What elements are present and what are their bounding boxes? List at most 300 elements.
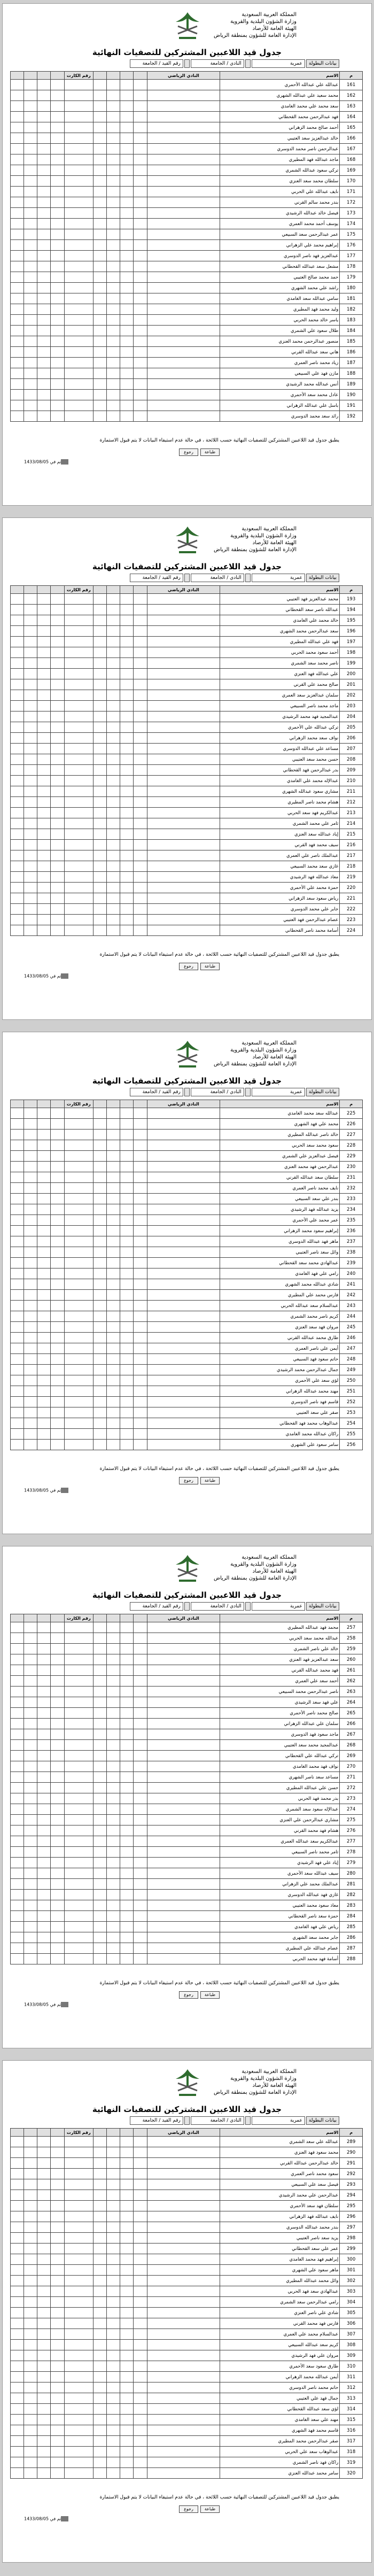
digit-cell (24, 1247, 37, 1258)
digit-cell (94, 229, 107, 240)
digit-cell (120, 261, 134, 272)
digit-cell (51, 400, 64, 411)
digit-cell (37, 2382, 51, 2393)
meta-cell (184, 1088, 190, 1096)
player-name: معاذ سعود محمد العتيبي (220, 1900, 340, 1911)
digit-cell (94, 208, 107, 219)
digit-cell (94, 2222, 107, 2233)
digit-cell (11, 1333, 24, 1343)
digit-cell (64, 2233, 94, 2244)
player-name: مازن فهد علي السبيعي (220, 368, 340, 379)
back-button[interactable]: رجوع (179, 448, 198, 456)
club-cell (147, 904, 220, 915)
table-header-row (11, 586, 363, 594)
print-button[interactable]: طباعة (200, 1477, 220, 1484)
digit-cell (107, 2308, 120, 2318)
digit-cell (24, 229, 37, 240)
digit-cell (64, 797, 94, 808)
digit-cell (120, 1793, 134, 1804)
player-name: إبراهيم فهد محمد الغامدي (220, 2254, 340, 2265)
digit-cell (94, 1204, 107, 1215)
digit-cell (107, 1708, 120, 1719)
table-row (11, 669, 363, 679)
digit-cell (37, 133, 51, 144)
digit-cell (11, 261, 24, 272)
digit-cell (51, 1151, 64, 1162)
digit-cell (94, 893, 107, 904)
digit-cell (37, 358, 51, 368)
club-cell (147, 1719, 220, 1729)
club-cell (147, 326, 220, 336)
table-row (11, 1719, 363, 1729)
digit-cell (11, 1311, 24, 1322)
digit-cell (120, 1858, 134, 1868)
digit-cell (64, 272, 94, 283)
digit-cell (107, 1740, 120, 1751)
row-number: 268 (340, 1740, 363, 1751)
player-name: أسامة محمد ناصر القحطاني (220, 925, 340, 936)
digit-cell (37, 2254, 51, 2265)
digit-cell (64, 1311, 94, 1322)
digit-cell (64, 2201, 94, 2211)
digit-cell (24, 368, 37, 379)
digit-cell (51, 1804, 64, 1815)
digit-cell (134, 2201, 147, 2211)
digit-cell (94, 2233, 107, 2244)
player-name: إياد عبدالله سعد العنزي (220, 829, 340, 840)
club-cell (147, 2447, 220, 2457)
digit-cell (37, 2233, 51, 2244)
digit-cell (11, 347, 24, 358)
digit-cell (134, 90, 147, 101)
table-header-row (11, 1614, 363, 1622)
digit-cell (11, 411, 24, 422)
digit-cell (51, 2276, 64, 2286)
row-number: 284 (340, 1911, 363, 1922)
player-name: تركي عبدالله علي القحطاني (220, 1751, 340, 1761)
club-cell (147, 883, 220, 893)
player-name: أيمن علي ناصر العمري (220, 1343, 340, 1354)
digit-cell (11, 229, 24, 240)
club-cell (147, 925, 220, 936)
digit-cell (11, 1911, 24, 1922)
digit-cell (24, 1911, 37, 1922)
digit-cell (24, 2222, 37, 2233)
digit-cell (11, 2372, 24, 2382)
digit-cell (37, 1418, 51, 1429)
table-row (11, 1172, 363, 1183)
digit-cell (24, 358, 37, 368)
row-number: 291 (340, 2158, 363, 2169)
digit-cell (94, 1108, 107, 1119)
digit-cell (51, 1322, 64, 1333)
meta-cell (184, 1602, 190, 1611)
digit-cell (120, 744, 134, 754)
digit-cell (24, 390, 37, 400)
digit-cell (37, 1911, 51, 1922)
emblem-logo (168, 1553, 207, 1585)
digit-cell (24, 1301, 37, 1311)
digit-cell (37, 2169, 51, 2179)
digit-cell (37, 2329, 51, 2340)
player-name: ماجد عبدالله فهد المطيري (220, 154, 340, 165)
digit-cell (134, 690, 147, 701)
header-line: الإدارة العامة للشؤون بمنطقة الرياض (214, 547, 297, 553)
digit-cell (64, 2372, 94, 2382)
digit-cell (51, 165, 64, 176)
header-block (214, 525, 297, 553)
player-name: أنس عبدالله محمد الرشيدي (220, 379, 340, 390)
digit-cell (94, 2425, 107, 2436)
digit-cell (11, 1172, 24, 1183)
digit-cell (94, 1301, 107, 1311)
digit-cell (24, 2372, 37, 2382)
digit-cell (64, 2190, 94, 2201)
digit-cell (94, 2147, 107, 2158)
club-cell (147, 915, 220, 925)
digit-cell (94, 101, 107, 112)
digit-cell (107, 326, 120, 336)
digit-cell (37, 2372, 51, 2382)
digit-cell (37, 390, 51, 400)
form-page (2, 517, 372, 1020)
row-number: 213 (340, 808, 363, 818)
digit-cell (11, 647, 24, 658)
table-row (11, 2436, 363, 2447)
table-row (11, 1793, 363, 1804)
table-row (11, 283, 363, 293)
digit-cell (134, 744, 147, 754)
digit-cell (94, 1194, 107, 1204)
printer-icon[interactable] (61, 2516, 68, 2521)
digit-cell (51, 1236, 64, 1247)
club-cell (147, 701, 220, 711)
digit-cell (107, 358, 120, 368)
table-row (11, 1194, 363, 1204)
digit-cell (107, 208, 120, 219)
player-name: مهند علي سعد الغامدي (220, 2415, 340, 2425)
player-name: تركي سعود عبدالله الشمري (220, 165, 340, 176)
digit-cell (24, 808, 37, 818)
digit-cell (120, 390, 134, 400)
digit-cell (24, 872, 37, 883)
row-number: 222 (340, 904, 363, 915)
digit-cell (107, 2404, 120, 2415)
digit-cell (134, 326, 147, 336)
club-cell (147, 261, 220, 272)
index-header: م (340, 1614, 363, 1622)
digit-cell (134, 594, 147, 605)
club-cell (147, 1793, 220, 1804)
digit-cell (120, 272, 134, 283)
digit-cell (64, 1687, 94, 1697)
row-number: 264 (340, 1697, 363, 1708)
digit-cell (64, 1386, 94, 1397)
digit-cell (134, 1890, 147, 1900)
club-cell (147, 711, 220, 722)
digit-cell (94, 2404, 107, 2415)
digit-cell (11, 861, 24, 872)
digit-cell (51, 1162, 64, 1172)
digit-cell (134, 1429, 147, 1440)
digit-cell (120, 1130, 134, 1140)
print-button[interactable]: طباعة (200, 448, 220, 456)
printer-icon[interactable] (61, 459, 68, 465)
digit-cell (11, 2318, 24, 2329)
digit-cell (134, 411, 147, 422)
meta-cell: بيانات البطولة (306, 1602, 339, 1611)
digit-cell (37, 2425, 51, 2436)
meta-cell (245, 574, 251, 582)
digit-header (120, 1614, 134, 1622)
digit-cell (51, 1226, 64, 1236)
digit-cell (64, 1140, 94, 1151)
digit-cell (37, 1654, 51, 1665)
digit-cell (134, 904, 147, 915)
digit-cell (51, 2372, 64, 2382)
digit-cell (37, 1311, 51, 1322)
digit-cell (94, 1729, 107, 1740)
row-number: 270 (340, 1761, 363, 1772)
digit-cell (51, 1890, 64, 1900)
player-name: منصور عبدالرحمن محمد العنزي (220, 336, 340, 347)
digit-cell (11, 690, 24, 701)
printer-icon[interactable] (61, 973, 68, 979)
meta-cell: عمرية (252, 2116, 305, 2125)
player-name: مروان فهد سعد العنزي (220, 1322, 340, 1333)
digit-cell (11, 1665, 24, 1676)
meta-cell: رقم القيد / الجامعة (130, 574, 183, 582)
footer-note: يطبق جدول قيد اللاعبين المشتركين للتصفيات النهائية حسب اللائحة ، في حالة عدم استيفاء البيانات لا يتم قبول الاستمارة (99, 2495, 339, 2500)
digit-cell (51, 615, 64, 626)
table-row (11, 240, 363, 251)
digit-header (11, 586, 24, 594)
digit-cell (134, 229, 147, 240)
table-row (11, 2468, 363, 2479)
digit-cell (107, 1954, 120, 1964)
player-name: سعود محمد ناصر العمري (220, 2169, 340, 2179)
club-cell (147, 2254, 220, 2265)
digit-cell (64, 187, 94, 197)
digit-header (134, 72, 147, 80)
form-title: جدول قيد اللاعبين المشتركين للتصفيات النهائية (92, 1076, 282, 1086)
digit-cell (134, 722, 147, 733)
digit-header (107, 586, 120, 594)
digit-cell (107, 1172, 120, 1183)
player-name: بندر علي سعد السبيعي (220, 1194, 340, 1204)
digit-cell (64, 347, 94, 358)
digit-cell (94, 154, 107, 165)
digit-cell (107, 1343, 120, 1354)
table-row (11, 2308, 363, 2318)
table-row (11, 808, 363, 818)
digit-header (24, 2129, 37, 2137)
table-row (11, 1258, 363, 1268)
row-number: 271 (340, 1772, 363, 1783)
table-row (11, 2276, 363, 2286)
printer-icon[interactable] (61, 1488, 68, 1493)
digit-cell (24, 122, 37, 133)
digit-cell (107, 658, 120, 669)
player-name: سامر سعود علي الشهري (220, 1440, 340, 1450)
digit-cell (24, 893, 37, 904)
digit-cell (134, 2222, 147, 2233)
digit-cell (107, 1279, 120, 1290)
digit-cell (64, 293, 94, 304)
digit-cell (107, 1354, 120, 1365)
digit-cell (11, 154, 24, 165)
back-button[interactable]: رجوع (179, 2505, 198, 2513)
digit-cell (134, 2211, 147, 2222)
digit-cell (51, 2190, 64, 2201)
digit-cell (37, 1815, 51, 1825)
club-cell (147, 2468, 220, 2479)
club-cell (147, 594, 220, 605)
club-cell (147, 1644, 220, 1654)
player-name: عبدالكريم سعد عبدالله العمري (220, 1836, 340, 1847)
digit-cell (24, 2318, 37, 2329)
table-row (11, 2233, 363, 2244)
digit-cell (51, 883, 64, 893)
digit-cell (11, 2436, 24, 2447)
digit-cell (51, 1204, 64, 1215)
digit-cell (64, 1868, 94, 1879)
digit-cell (24, 1793, 37, 1804)
club-cell (147, 80, 220, 90)
back-button[interactable]: رجوع (179, 1991, 198, 1999)
digit-cell (134, 1258, 147, 1268)
table-row (11, 144, 363, 154)
digit-cell (120, 2190, 134, 2201)
digit-cell (120, 2169, 134, 2179)
digit-cell (120, 2318, 134, 2329)
digit-cell (11, 1708, 24, 1719)
printed-date-text: تم في 1433/08/05 (24, 2516, 61, 2521)
row-number: 304 (340, 2297, 363, 2308)
club-header: النادي الرياضي (147, 2129, 220, 2137)
digit-cell (120, 1322, 134, 1333)
digit-cell (37, 1932, 51, 1943)
digit-cell (107, 1719, 120, 1729)
digit-cell (64, 2286, 94, 2297)
club-cell (147, 744, 220, 754)
digit-cell (37, 925, 51, 936)
digit-cell (51, 679, 64, 690)
back-button[interactable]: رجوع (179, 1477, 198, 1484)
digit-cell (94, 2265, 107, 2276)
digit-cell (107, 861, 120, 872)
print-button[interactable]: طباعة (200, 2505, 220, 2513)
digit-cell (94, 122, 107, 133)
digit-cell (24, 1719, 37, 1729)
row-number: 186 (340, 347, 363, 358)
digit-cell (107, 2201, 120, 2211)
digit-cell (107, 786, 120, 797)
table-row (11, 2372, 363, 2382)
digit-cell (11, 1162, 24, 1172)
digit-cell (24, 336, 37, 347)
club-cell (147, 637, 220, 647)
player-name: فيصل سعد علي السبيعي (220, 2179, 340, 2190)
club-cell (147, 133, 220, 144)
print-button[interactable]: طباعة (200, 1991, 220, 1999)
row-number: 170 (340, 176, 363, 187)
digit-cell (51, 2436, 64, 2447)
digit-cell (24, 1418, 37, 1429)
digit-cell (11, 1922, 24, 1932)
digit-cell (134, 1783, 147, 1793)
digit-cell (24, 2415, 37, 2425)
row-number: 302 (340, 2276, 363, 2286)
back-button[interactable]: رجوع (179, 963, 198, 970)
digit-cell (24, 400, 37, 411)
digit-cell (11, 1932, 24, 1943)
digit-cell (37, 1279, 51, 1290)
digit-cell (134, 733, 147, 744)
digit-cell (64, 1183, 94, 1194)
digit-cell (11, 1804, 24, 1815)
digit-cell (64, 690, 94, 701)
printer-icon[interactable] (61, 2002, 68, 2007)
row-number: 197 (340, 637, 363, 647)
table-row (11, 1740, 363, 1751)
print-button[interactable]: طباعة (200, 963, 220, 970)
digit-cell (11, 1151, 24, 1162)
digit-cell (94, 1890, 107, 1900)
digit-cell (64, 411, 94, 422)
digit-cell (51, 122, 64, 133)
player-name: ماجد سعود فهد الدوسري (220, 1729, 340, 1740)
club-cell (147, 1108, 220, 1119)
table-row (11, 1772, 363, 1783)
digit-cell (24, 1204, 37, 1215)
digit-cell (24, 765, 37, 776)
row-number: 232 (340, 1183, 363, 1194)
digit-cell (64, 925, 94, 936)
digit-cell (107, 304, 120, 315)
digit-cell (120, 2372, 134, 2382)
digit-cell (37, 283, 51, 293)
row-number: 297 (340, 2222, 363, 2233)
row-number: 228 (340, 1140, 363, 1151)
table-row (11, 1708, 363, 1719)
table-row (11, 261, 363, 272)
player-name: مساعد علي عبدالله الدوسري (220, 744, 340, 754)
digit-cell (51, 2361, 64, 2372)
club-header: النادي الرياضي (147, 1614, 220, 1622)
digit-cell (107, 1761, 120, 1772)
row-number: 166 (340, 133, 363, 144)
digit-cell (120, 400, 134, 411)
club-cell (147, 90, 220, 101)
table-row (11, 326, 363, 336)
digit-cell (64, 122, 94, 133)
digit-cell (134, 400, 147, 411)
digit-cell (134, 1365, 147, 1375)
club-cell (147, 1825, 220, 1836)
digit-cell (37, 1204, 51, 1215)
club-cell (147, 187, 220, 197)
club-cell (147, 315, 220, 326)
digit-cell (24, 605, 37, 615)
digit-header (11, 2129, 24, 2137)
digit-cell (120, 893, 134, 904)
digit-cell (64, 2222, 94, 2233)
digit-cell (120, 1804, 134, 1815)
table-row (11, 411, 363, 422)
player-name: ماهر فهد عبدالله الدوسري (220, 1236, 340, 1247)
digit-cell (94, 187, 107, 197)
